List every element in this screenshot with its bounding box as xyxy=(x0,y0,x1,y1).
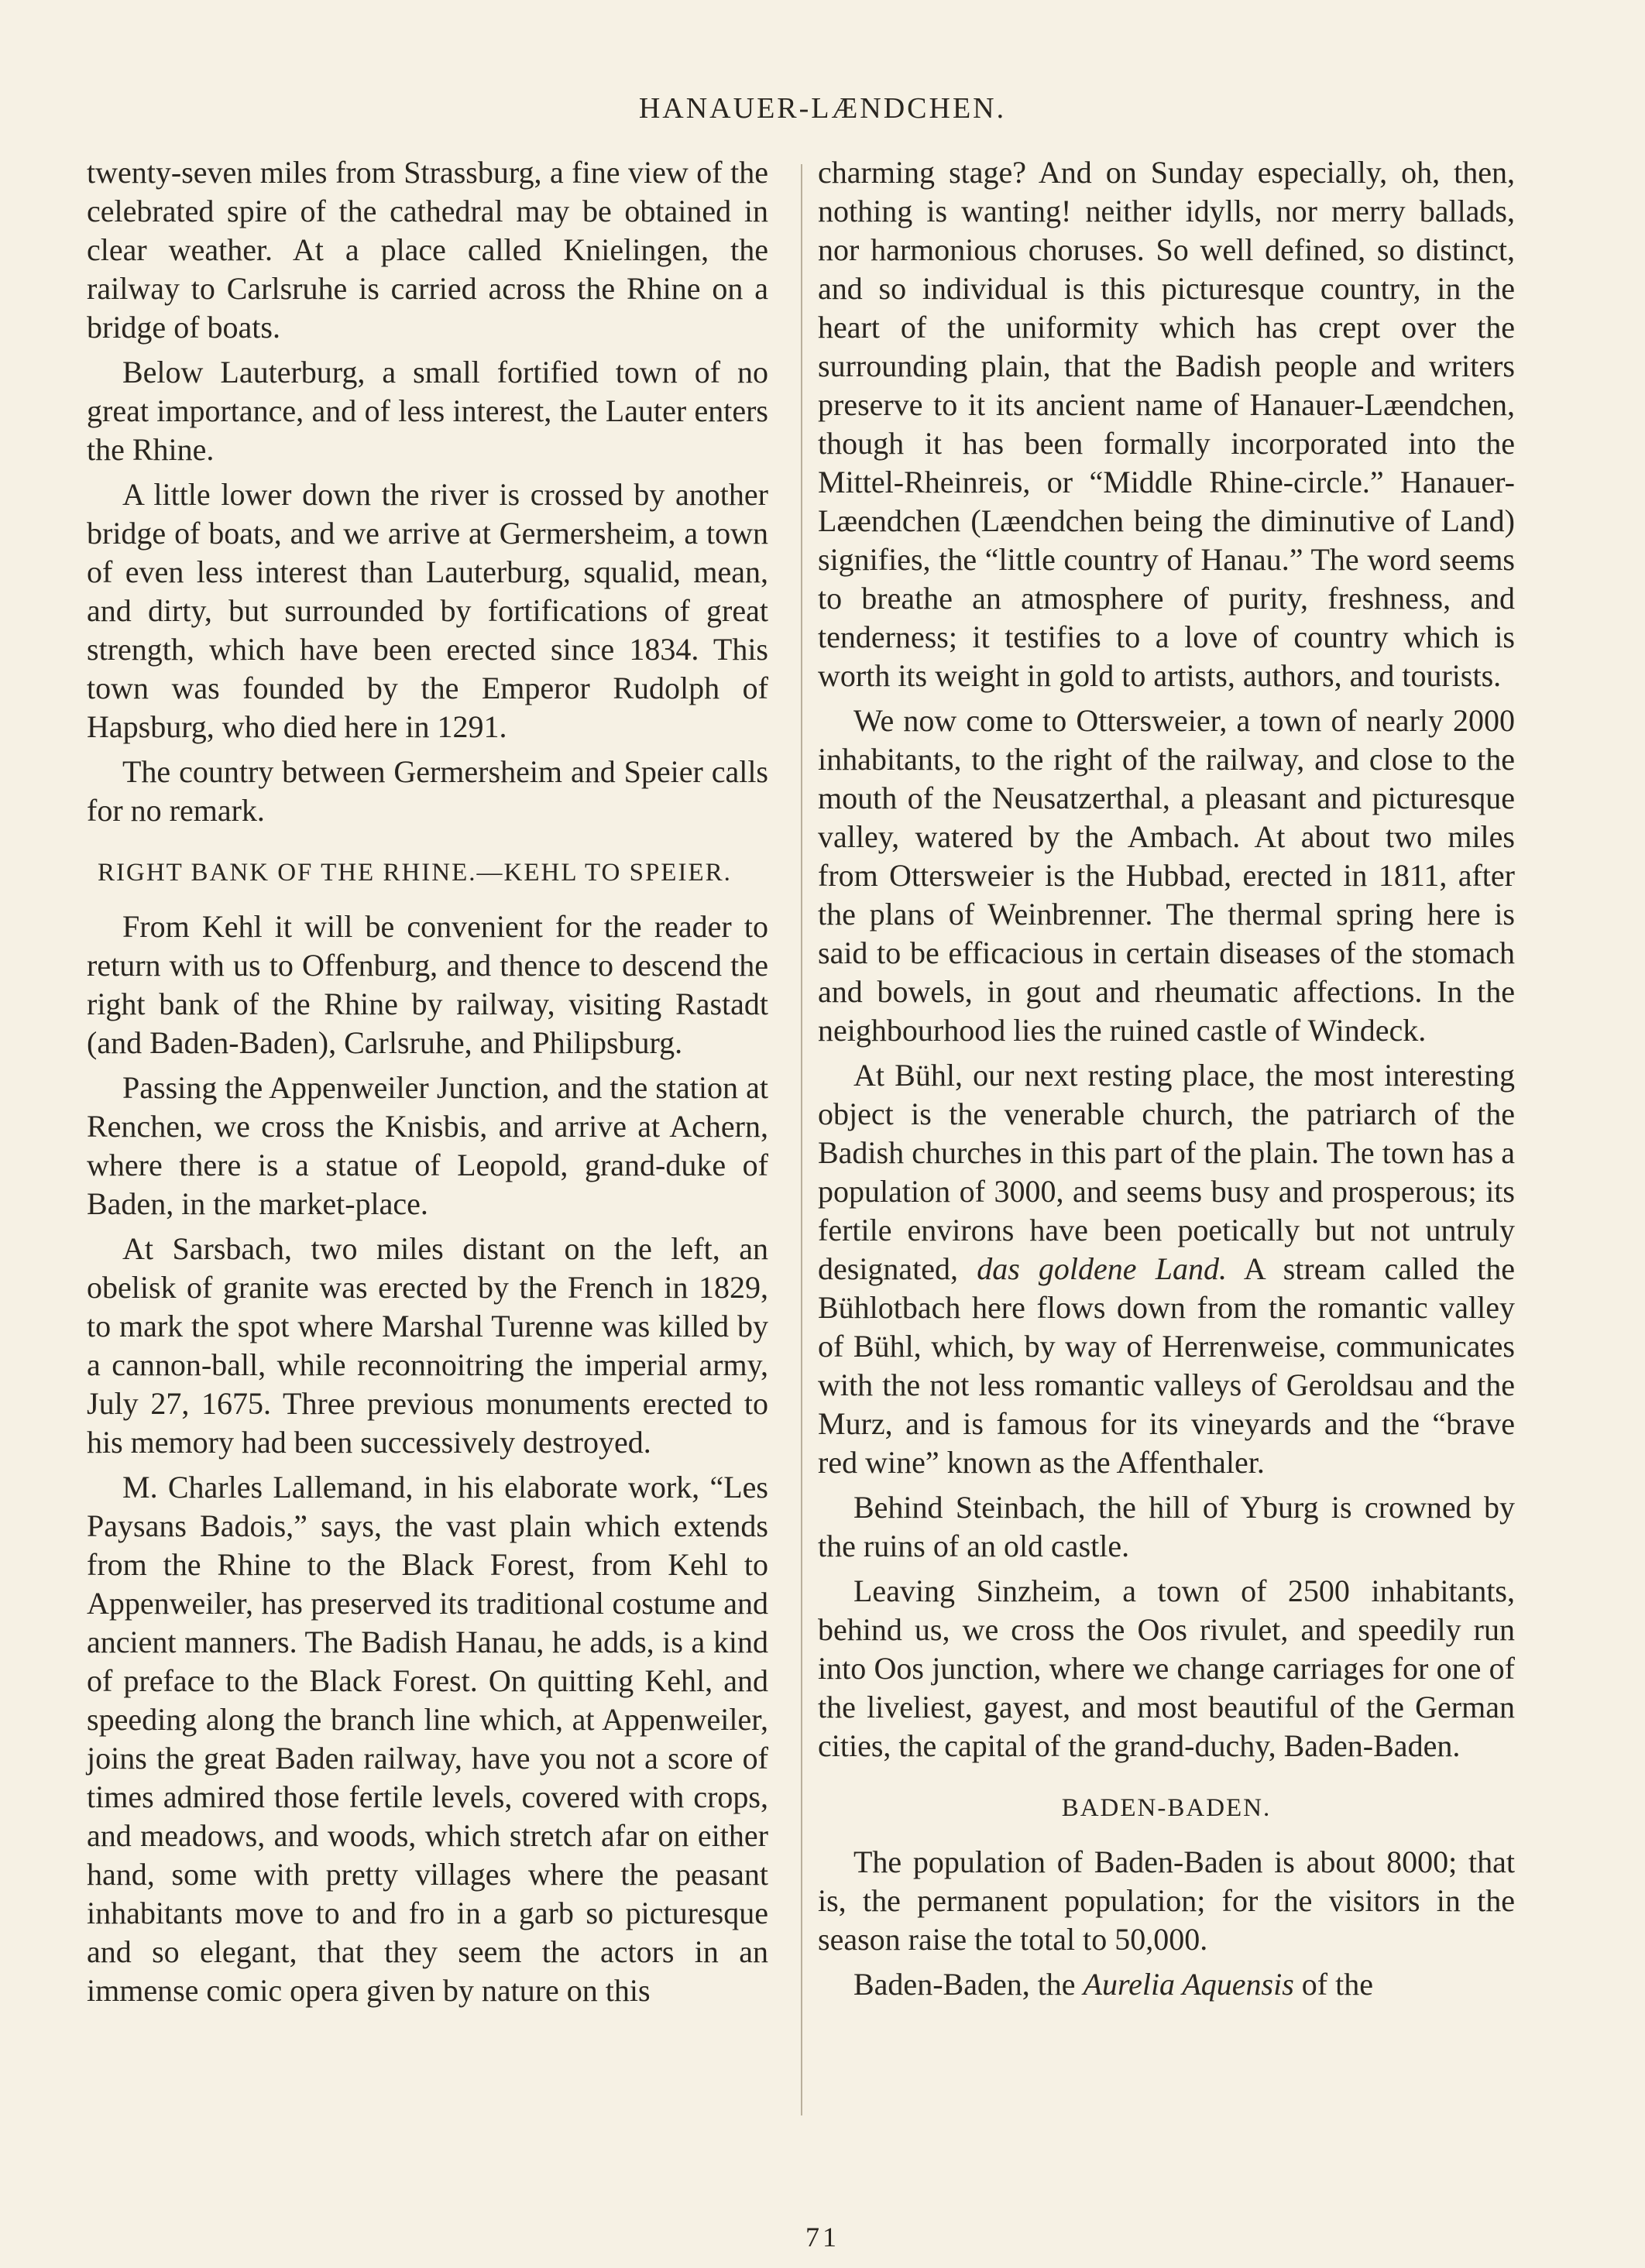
paragraph: M. Charles Lallemand, in his elaborate work, “Les Paysans Badois,” says, the vast plain which extends from the Rhine to the Black Forest, from Kehl to Appenweiler, has preserved its traditional costume and ancient manners. The Badish Hanau, he adds, is a kind of preface to the Black Forest. On quitting Kehl, and speeding along the branch line which, at Appenweiler, joins the great Baden railway, have you not a score of times admired those fertile levels, covered with crops, and meadows, and woods, which stretch afar on either hand, some with pretty villages where the peasant inhabitants move to and fro in a garb so picturesque and so elegant, that they seem the actors in an immense comic opera given by nature on this xyxy=(87,1470,768,2008)
italic-phrase: Aurelia Aquensis xyxy=(1083,1967,1294,2002)
paragraph: Behind Steinbach, the hill of Yburg is crowned by the ruins of an old castle. xyxy=(818,1490,1515,1563)
text-run: of the xyxy=(1301,1967,1373,2002)
paragraph: The population of Baden-Baden is about 8000; that is, the permanent population; for the visitors in the season raise the total to 50,000. xyxy=(818,1844,1515,1957)
paragraph xyxy=(818,1056,1515,1482)
paragraph: twenty-seven miles from Strassburg, a fine view of the celebrated spire of the cathedral may be obtained in clear weather. At a place called Knielingen, the railway to Carlsruhe is carried across the Rhine on a bridge of boats. xyxy=(87,155,768,345)
page-number: 71 xyxy=(805,2222,840,2253)
paragraph: Passing the Appenweiler Junction, and the station at Renchen, we cross the Knisbis, and arrive at Achern, where there is a statue of Leopold, grand-duke of Baden, in the market-place. xyxy=(87,1070,768,1221)
left-column xyxy=(87,153,768,2016)
column-divider xyxy=(801,164,802,2115)
text-run: Baden-Baden, the xyxy=(853,1967,1076,2002)
italic-phrase: das goldene Land. xyxy=(977,1251,1227,1286)
paragraph: The country between Germersheim and Speier calls for no remark. xyxy=(87,754,768,828)
paragraph xyxy=(818,1965,1515,2004)
paragraph: A little lower down the river is crossed by another bridge of boats, and we arrive at Germersheim, a town of even less interest than Lauterburg, squalid, mean, and dirty, but surrounded by fortifications of great strength, which have been erected since 1834. This town was founded by the Emperor Rudolph of Hapsburg, who died here in 1291. xyxy=(87,477,768,744)
right-column xyxy=(818,153,1515,2010)
section-heading: RIGHT BANK OF THE RHINE.—KEHL TO SPEIER. xyxy=(98,859,732,887)
paragraph: From Kehl it will be convenient for the reader to return with us to Offenburg, and thence to descend the right bank of the Rhine by railway, visiting Rastadt (and Baden-Baden), Carlsruhe, and Philipsburg. xyxy=(87,909,768,1060)
paragraph: Below Lauterburg, a small fortified town of no great importance, and of less interest, the Lauter enters the Rhine. xyxy=(87,355,768,467)
section-heading: BADEN-BADEN. xyxy=(1061,1794,1272,1822)
paragraph: At Sarsbach, two miles distant on the left, an obelisk of granite was erected by the French in 1829, to mark the spot where Marshal Turenne was killed by a cannon-ball, while reconnoitring the imperial army, July 27, 1675. Three previous monuments erected to his memory had been successively destroyed. xyxy=(87,1231,768,1460)
paragraph: Leaving Sinzheim, a town of 2500 inhabitants, behind us, we cross the Oos rivulet, and speedily run into Oos junction, where we change carriages for one of the liveliest, gayest, and most beautiful of the German cities, the capital of the grand-duchy, Baden-Baden. xyxy=(818,1573,1515,1763)
text-run: A stream called the Bühlotbach here flows down from the romantic valley of Bühl, which, by way of Herrenweise, communicates with the not less romantic valleys of Geroldsau and the Murz, and is famous for its vineyards and the “brave red wine” known as the Affenthaler. xyxy=(818,1251,1516,1480)
paragraph: charming stage? And on Sunday especially, oh, then, nothing is wanting! neither idylls, nor merry ballads, nor harmonious choruses. So well defined, so distinct, and so individual is this picturesque country, in the heart of the uniformity which has crept over the surrounding plain, that the Badish people and writers preserve to it its ancient name of Hanauer-Læendchen, though it has been formally incorporated into the Mittel-Rheinreis, or “Middle Rhine-circle.” Hanauer-Læendchen (Læendchen being the diminutive of Land) signifies, the “little country of Hanau.” The word seems to breathe an atmosphere of purity, freshness, and tenderness; it testifies to a love of country which is worth its weight in gold to artists, authors, and tourists. xyxy=(818,155,1515,693)
paragraph: We now come to Ottersweier, a town of nearly 2000 inhabitants, to the right of the railway, and close to the mouth of the Neusatzerthal, a pleasant and picturesque valley, watered by the Ambach. At about two miles from Ottersweier is the Hubbad, erected in 1811, after the plans of Weinbrenner. The thermal spring here is said to be efficacious in certain diseases of the stomach and bowels, in gout and rheumatic affections. In the neighbourhood lies the ruined castle of Windeck. xyxy=(818,703,1515,1048)
text-run: At Bühl, our next resting place, the most interesting object is the venerable church, the patriarch of the Badish churches in this part of the plain. The town has a population of 3000, and seems busy and prosperous; its fertile environs have been poetically but not untruly designated, xyxy=(818,1058,1515,1286)
running-head: HANAUER-LÆNDCHEN. xyxy=(638,92,1007,125)
